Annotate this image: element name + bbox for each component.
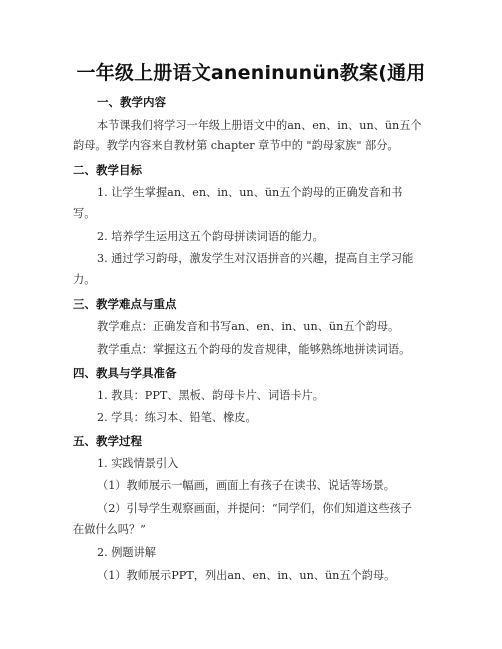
list-item: 2. 例题讲解 bbox=[97, 546, 156, 559]
paragraph-line: 教学重点：掌握这五个韵母的发音规律，能够熟练地拼读词语。 bbox=[97, 343, 411, 356]
list-item: 3. 通过学习韵母，激发学生对汉语拼音的兴趣，提高自主学习能 bbox=[97, 252, 414, 265]
list-item: 1. 实践情景引入 bbox=[97, 457, 179, 470]
list-item: 2. 培养学生运用这五个韵母拼读词语的能力。 bbox=[97, 230, 324, 243]
paragraph-line: 本节课我们将学习一年级上册语文中的an、en、in、un、ün五个 bbox=[97, 119, 422, 132]
section-heading-content: 一、教学内容 bbox=[97, 95, 166, 109]
list-item: 1. 教具：PPT、黑板、韵母卡片、词语卡片。 bbox=[97, 389, 324, 402]
list-item: 2. 学具：练习本、铅笔、橡皮。 bbox=[97, 411, 257, 424]
list-item: （1）教师展示一幅画，画面上有孩子在读书、说话等场景。 bbox=[97, 479, 395, 492]
list-item: （2）引导学生观察画面，并提问：“同学们，你们知道这些孩子 bbox=[97, 502, 412, 515]
list-item-continuation: 力。 bbox=[73, 273, 96, 286]
section-heading-materials: 四、教具与学具准备 bbox=[73, 366, 177, 380]
list-item-continuation: 在做什么吗？” bbox=[73, 523, 146, 536]
section-heading-difficulty: 三、教学难点与重点 bbox=[73, 297, 177, 311]
section-heading-goals: 二、教学目标 bbox=[73, 163, 142, 177]
section-heading-process: 五、教学过程 bbox=[73, 434, 142, 448]
list-item: 1. 让学生掌握an、en、in、un、ün五个韵母的正确发音和书 bbox=[97, 186, 403, 199]
document-title: 一年级上册语文aneninunün教案(通用 bbox=[76, 62, 426, 84]
list-item: （1）教师展示PPT，列出an、en、in、un、ün五个韵母。 bbox=[97, 569, 396, 582]
list-item-continuation: 写。 bbox=[73, 207, 96, 220]
paragraph-line: 教学难点：正确发音和书写an、en、in、un、ün五个韵母。 bbox=[97, 320, 400, 333]
paragraph-line: 韵母。教学内容来自教材第 chapter 章节中的 "韵母家族" 部分。 bbox=[73, 139, 399, 152]
